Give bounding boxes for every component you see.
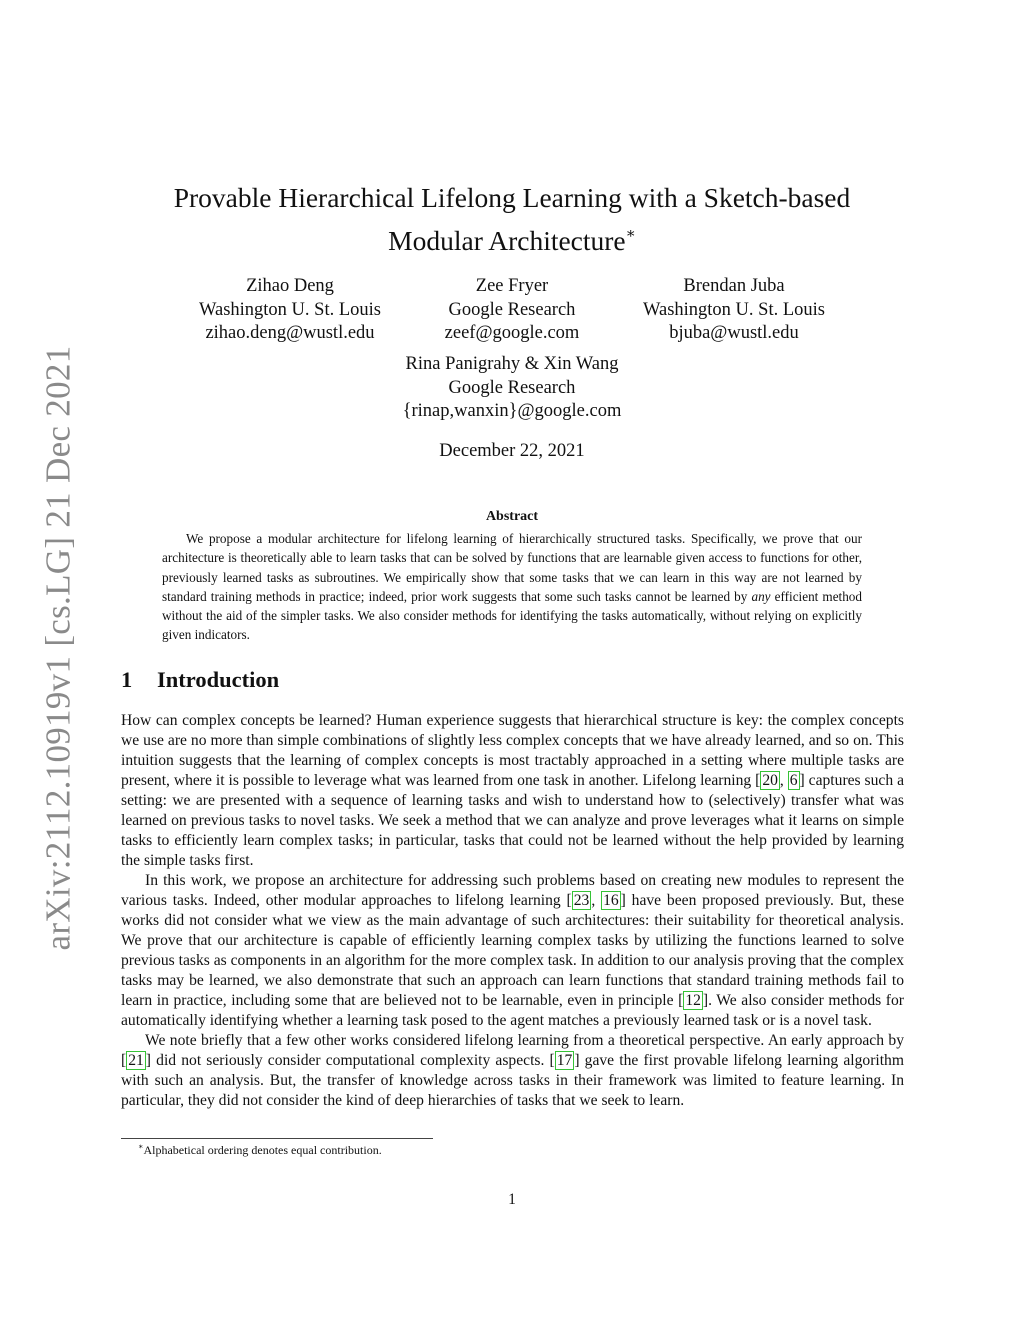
title-line-1: Provable Hierarchical Lifelong Learning with a Sketch-based xyxy=(173,182,851,213)
author-block xyxy=(160,275,420,346)
author-name: Zee Fryer xyxy=(475,276,549,296)
paper-date: December 22, 2021 xyxy=(439,441,585,461)
section-title: Introduction xyxy=(157,667,280,692)
paragraph-text: How can complex concepts be learned? Human experience suggests that hierarchical structure is key: the complex concepts we use are no more than simple combinations of slightly less complex concepts that we have already learned, and so on. This intuition suggests that the learning of complex concepts is most tractably approached in a setting where multiple tasks are present, where it is possible to leverage what was learned from one task in another. Lifelong learning [ xyxy=(121,712,904,789)
author-affiliation: Washington U. St. Louis xyxy=(643,299,825,320)
section-number: 1 xyxy=(121,667,133,692)
abstract-text xyxy=(162,529,862,645)
paragraph-text: ]. We also consider methods for automatically identifying whether a learning task posed to the agent matches a previously learned task or is a novel task. xyxy=(121,992,904,1029)
author-group-email: {rinap,wanxin}@google.com xyxy=(402,401,622,421)
title-footnote-mark: ∗ xyxy=(625,226,636,242)
citation-link[interactable]: 21 xyxy=(128,1052,144,1069)
author-group-affiliation: Google Research xyxy=(448,377,576,398)
paragraph-text: We note briefly that a few other works considered lifelong learning from a theoretical perspective. An early approach by [ xyxy=(121,1032,904,1069)
introduction-body xyxy=(121,711,904,1111)
author-name: Brendan Juba xyxy=(683,276,785,296)
abstract-heading: Abstract xyxy=(485,509,539,524)
abstract-text-part: efficient method without the aid of the simpler tasks. We also consider methods for identifying the tasks automatically, without relying on explicitly given indicators. xyxy=(162,588,862,643)
paper-title xyxy=(140,180,884,259)
footnote xyxy=(138,1142,382,1158)
title-line-2 xyxy=(140,216,884,259)
page-number: 1 xyxy=(508,1191,516,1208)
author-name: Zihao Deng xyxy=(246,276,334,296)
author-group-names: Rina Panigrahy & Xin Wang xyxy=(405,354,619,374)
citation-link[interactable]: 20 xyxy=(762,772,778,789)
paragraph xyxy=(121,871,904,1031)
arxiv-identifier-stamp xyxy=(32,345,84,950)
author-email: bjuba@wustl.edu xyxy=(669,323,799,343)
author-affiliation: Washington U. St. Louis xyxy=(199,299,381,320)
arxiv-identifier-text: arXiv:2112.10919v1 [cs.LG] 21 Dec 2021 xyxy=(38,345,78,950)
abstract-emphasis: any xyxy=(751,588,771,604)
paragraph-text: ] have been proposed previously. But, these works did not consider what we view as the main advantage of such architectures: their suitability for theoretical analysis. We prove that our architecture is capable of efficiently learning complex tasks by utilizing the functions learned to solve previous tasks as components in an algorithm for the more complex task. In addition to our analysis proving that the complex tasks may be learned, we also demonstrate that such an approach can learn functions that standard training methods fail to learn in practice, including some that are believed not to be learnable, even in principle [ xyxy=(121,892,904,1009)
paragraph-text: ] did not seriously consider computational complexity aspects. [ xyxy=(145,1052,555,1069)
author-block xyxy=(604,275,864,346)
citation-link[interactable]: 12 xyxy=(685,992,701,1009)
title-line-2-text: Modular Architecture xyxy=(388,225,626,256)
paragraph-text: In this work, we propose an architecture for addressing such problems based on creating new modules to represent the various tasks. Indeed, other modular approaches to lifelong learning [ xyxy=(121,872,904,909)
author-email: zeef@google.com xyxy=(444,323,580,343)
author-group-block xyxy=(362,353,662,424)
author-email: zihao.deng@wustl.edu xyxy=(205,323,375,343)
footnote-divider xyxy=(121,1138,433,1139)
section-heading xyxy=(121,667,279,693)
citation-link[interactable]: 16 xyxy=(603,892,619,909)
paragraph-text: ] gave the first provable lifelong learning algorithm with such an analysis. But, the transfer of knowledge across tasks in their framework was limited to feature learning. In particular, they did not consider the kind of deep hierarchies of tasks that we seek to learn. xyxy=(121,1052,904,1109)
citation-separator: , xyxy=(779,772,788,789)
citation-link[interactable]: 17 xyxy=(556,1052,573,1069)
citation-link[interactable]: 6 xyxy=(789,772,798,789)
footnote-mark: ∗ xyxy=(138,1142,144,1151)
paragraph xyxy=(121,711,904,871)
footnote-text: Alphabetical ordering denotes equal contribution. xyxy=(143,1143,382,1157)
citation-separator: , xyxy=(591,892,602,909)
paragraph xyxy=(121,1031,904,1111)
abstract-text-part: We propose a modular architecture for lifelong learning of hierarchically structured tasks. Specifically, we prove that our architecture is theoretically able to learn tasks that can be solved by functions that are learnable given access to functions for other, previously learned tasks as subroutines. We empirically show that some tasks that we can learn in this way are not learned by standard training methods in practice; indeed, prior work suggests that some such tasks cannot be learned by xyxy=(162,531,862,604)
paragraph-text: ] captures such a setting: we are presented with a sequence of learning tasks and wish to understand how to (selectively) transfer what was learned on previous tasks to novel tasks. We seek a method that we can analyze and prove leverages what it learns on simple tasks to efficiently learn complex tasks; in particular, tasks that could not be learned without the help provided by learning the simple tasks first. xyxy=(121,772,904,869)
citation-link[interactable]: 23 xyxy=(573,892,590,909)
author-block xyxy=(382,275,642,346)
author-affiliation: Google Research xyxy=(448,299,576,320)
